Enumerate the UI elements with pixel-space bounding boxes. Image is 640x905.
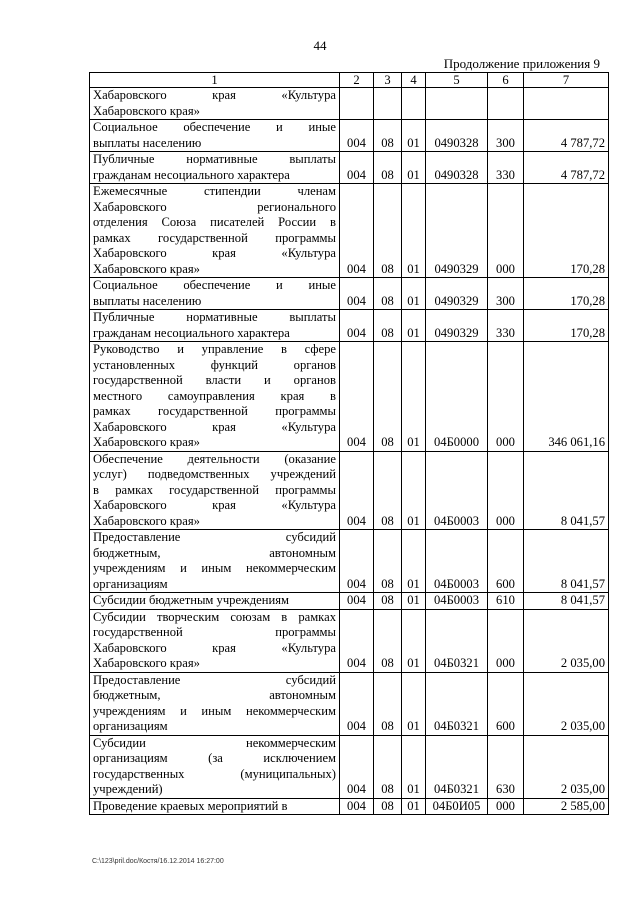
- ministry-code: 004: [340, 735, 374, 798]
- section-code: 08: [374, 451, 402, 530]
- row-description: [90, 672, 340, 735]
- page-number: 44: [313, 38, 327, 53]
- row-description: [90, 184, 340, 278]
- amount: 2 035,00: [524, 609, 609, 672]
- amount: 8 041,57: [524, 530, 609, 593]
- row-description: [90, 278, 340, 310]
- description-line: Субсидии некоммерческим: [93, 735, 336, 750]
- target-article-code: 0490329: [426, 278, 488, 310]
- description-line: выплаты населению: [93, 135, 202, 150]
- subsection-code: 01: [402, 672, 426, 735]
- description-line: бюджетным, автономным: [93, 688, 336, 702]
- target-article-code: [426, 88, 488, 120]
- table-body: [90, 88, 609, 815]
- amount: 4 787,72: [524, 152, 609, 184]
- subsection-code: 01: [402, 120, 426, 152]
- row-description: [90, 530, 340, 593]
- description-line: Публичные нормативные выплаты: [93, 310, 336, 324]
- description-line: рамках государственной программы: [93, 404, 336, 418]
- description-line: услуг) подведомственных учреждений: [93, 467, 336, 481]
- amount: [524, 88, 609, 120]
- subsection-code: 01: [402, 593, 426, 610]
- target-article-code: 04Б0321: [426, 672, 488, 735]
- description-line: учреждениям и иным некоммерческим: [93, 561, 336, 575]
- description-line: Предоставление субсидий: [93, 672, 336, 687]
- ministry-code: 004: [340, 342, 374, 452]
- ministry-code: 004: [340, 120, 374, 152]
- header-row: [90, 73, 609, 88]
- description-line: в рамках государственной программы: [93, 482, 336, 497]
- amount: 346 061,16: [524, 342, 609, 452]
- amount: 2 035,00: [524, 735, 609, 798]
- description-line: Хабаровского края»: [93, 103, 200, 118]
- subsection-code: 01: [402, 451, 426, 530]
- subsection-code: 01: [402, 735, 426, 798]
- column-header: 5: [426, 73, 488, 88]
- amount: 2 035,00: [524, 672, 609, 735]
- amount: 4 787,72: [524, 120, 609, 152]
- expense-type-code: 330: [488, 310, 524, 342]
- ministry-code: 004: [340, 672, 374, 735]
- description-line: Социальное обеспечение и иные: [93, 120, 336, 134]
- table-row: [90, 278, 609, 310]
- expense-type-code: 600: [488, 530, 524, 593]
- table-row: [90, 735, 609, 798]
- target-article-code: 04Б0003: [426, 451, 488, 530]
- table-row: [90, 451, 609, 530]
- description-line: Хабаровского края»: [93, 656, 200, 670]
- description-line: Социальное обеспечение и иные: [93, 278, 336, 292]
- description-line: Субсидии творческим союзам в рамках: [93, 609, 336, 624]
- description-line: выплаты населению: [93, 293, 202, 308]
- section-code: [374, 88, 402, 120]
- row-description: [90, 735, 340, 798]
- section-code: 08: [374, 342, 402, 452]
- section-code: 08: [374, 735, 402, 798]
- ministry-code: 004: [340, 184, 374, 278]
- description-line: Ежемесячные стипендии членам: [93, 184, 336, 198]
- table-row: [90, 672, 609, 735]
- section-code: 08: [374, 278, 402, 310]
- row-description: [90, 451, 340, 530]
- target-article-code: 04Б0003: [426, 593, 488, 610]
- section-code: 08: [374, 310, 402, 342]
- table-row: [90, 530, 609, 593]
- description-line: организациям: [93, 719, 168, 733]
- budget-table: [89, 72, 609, 815]
- appendix-continuation: Продолжение приложения 9: [443, 56, 600, 71]
- description-line: Предоставление субсидий: [93, 530, 336, 544]
- description-line: Руководство и управление в сфере: [93, 342, 336, 356]
- file-path-footer: C:\123\pril.doc/Костя/16.12.2014 16:27:00: [92, 858, 224, 865]
- ministry-code: 004: [340, 530, 374, 593]
- amount: 170,28: [524, 310, 609, 342]
- expense-type-code: 330: [488, 152, 524, 184]
- description-line: гражданам несоциального характера: [93, 325, 290, 340]
- column-header: 4: [402, 73, 426, 88]
- row-description: [90, 593, 340, 610]
- column-header: 6: [488, 73, 524, 88]
- subsection-code: 01: [402, 798, 426, 815]
- description-line: Хабаровского края»: [93, 261, 200, 276]
- subsection-code: 01: [402, 530, 426, 593]
- description-line: Проведение краевых мероприятий в: [93, 798, 288, 813]
- amount: 8 041,57: [524, 593, 609, 610]
- description-line: Обеспечение деятельности (оказание: [93, 451, 336, 466]
- table-row: [90, 798, 609, 815]
- table-row: [90, 120, 609, 152]
- table-row: [90, 184, 609, 278]
- description-line: организациям (за исключением: [93, 751, 336, 765]
- target-article-code: 0490328: [426, 120, 488, 152]
- ministry-code: 004: [340, 152, 374, 184]
- description-line: Хабаровского края «Культура: [93, 419, 336, 434]
- column-header: 7: [524, 73, 609, 88]
- description-line: Хабаровского края «Культура: [93, 246, 336, 260]
- row-description: [90, 609, 340, 672]
- subsection-code: 01: [402, 310, 426, 342]
- expense-type-code: 300: [488, 278, 524, 310]
- row-description: [90, 342, 340, 452]
- section-code: 08: [374, 152, 402, 184]
- description-line: учреждениям и иным некоммерческим: [93, 703, 336, 718]
- target-article-code: 0490329: [426, 310, 488, 342]
- description-line: Хабаровского края»: [93, 435, 200, 449]
- section-code: 08: [374, 609, 402, 672]
- column-header: 1: [90, 73, 340, 88]
- section-code: 08: [374, 530, 402, 593]
- ministry-code: 004: [340, 310, 374, 342]
- description-line: установленных функций органов: [93, 357, 336, 372]
- ministry-code: 004: [340, 593, 374, 610]
- table-row: [90, 152, 609, 184]
- description-line: гражданам несоциального характера: [93, 167, 290, 182]
- amount: 170,28: [524, 278, 609, 310]
- row-description: [90, 88, 340, 120]
- target-article-code: 0490328: [426, 152, 488, 184]
- ministry-code: 004: [340, 451, 374, 530]
- expense-type-code: 610: [488, 593, 524, 610]
- column-header: 2: [340, 73, 374, 88]
- table-row: [90, 310, 609, 342]
- section-code: 08: [374, 120, 402, 152]
- amount: 2 585,00: [524, 798, 609, 815]
- expense-type-code: 600: [488, 672, 524, 735]
- description-line: Хабаровского края «Культура: [93, 88, 336, 102]
- table-row: [90, 593, 609, 610]
- description-line: Публичные нормативные выплаты: [93, 152, 336, 166]
- table-row: [90, 88, 609, 120]
- description-line: бюджетным, автономным: [93, 545, 336, 560]
- section-code: 08: [374, 672, 402, 735]
- subsection-code: 01: [402, 184, 426, 278]
- table-row: [90, 342, 609, 452]
- expense-type-code: 300: [488, 120, 524, 152]
- ministry-code: 004: [340, 278, 374, 310]
- expense-type-code: 630: [488, 735, 524, 798]
- target-article-code: 04Б0321: [426, 735, 488, 798]
- description-line: местного самоуправления края в: [93, 388, 336, 403]
- expense-type-code: 000: [488, 609, 524, 672]
- ministry-code: 004: [340, 798, 374, 815]
- row-description: [90, 120, 340, 152]
- subsection-code: 01: [402, 342, 426, 452]
- subsection-code: 01: [402, 278, 426, 310]
- expense-type-code: 000: [488, 798, 524, 815]
- description-line: отделения Союза писателей России в: [93, 215, 336, 229]
- target-article-code: 0490329: [426, 184, 488, 278]
- description-line: организациям: [93, 576, 168, 591]
- subsection-code: 01: [402, 609, 426, 672]
- amount: 8 041,57: [524, 451, 609, 530]
- row-description: [90, 152, 340, 184]
- description-line: государственной власти и органов: [93, 373, 336, 387]
- section-code: 08: [374, 184, 402, 278]
- expense-type-code: [488, 88, 524, 120]
- description-line: учреждений): [93, 782, 163, 796]
- subsection-code: [402, 88, 426, 120]
- amount: 170,28: [524, 184, 609, 278]
- description-line: государственных (муниципальных): [93, 766, 336, 781]
- expense-type-code: 000: [488, 451, 524, 530]
- section-code: 08: [374, 798, 402, 815]
- target-article-code: 04Б0003: [426, 530, 488, 593]
- description-line: Хабаровского края «Культура: [93, 640, 336, 655]
- target-article-code: 04Б0И05: [426, 798, 488, 815]
- target-article-code: 04Б0321: [426, 609, 488, 672]
- description-line: Хабаровского края «Культура: [93, 498, 336, 512]
- description-line: государственной программы: [93, 625, 336, 639]
- description-line: Хабаровского края»: [93, 513, 200, 528]
- column-header: 3: [374, 73, 402, 88]
- subsection-code: 01: [402, 152, 426, 184]
- target-article-code: 04Б0000: [426, 342, 488, 452]
- table-row: [90, 609, 609, 672]
- table-header: [90, 73, 609, 88]
- expense-type-code: 000: [488, 342, 524, 452]
- section-code: 08: [374, 593, 402, 610]
- description-line: Субсидии бюджетным учреждениям: [93, 593, 289, 607]
- description-line: рамках государственной программы: [93, 230, 336, 245]
- description-line: Хабаровского регионального: [93, 199, 336, 214]
- ministry-code: [340, 88, 374, 120]
- row-description: [90, 310, 340, 342]
- ministry-code: 004: [340, 609, 374, 672]
- row-description: [90, 798, 340, 815]
- expense-type-code: 000: [488, 184, 524, 278]
